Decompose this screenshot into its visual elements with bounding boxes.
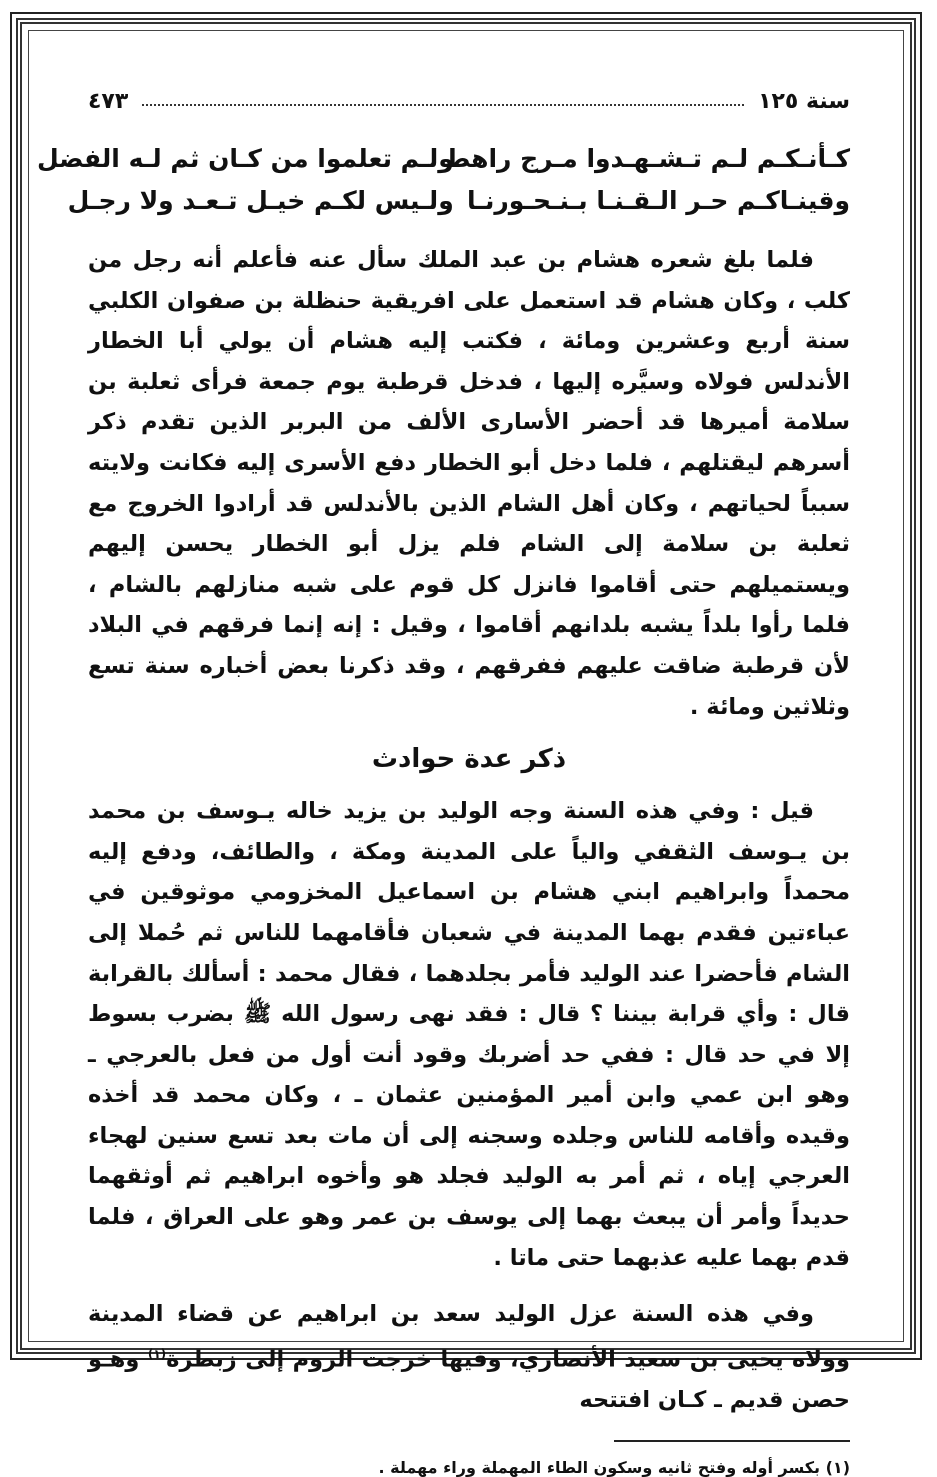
header-year: سنة ١٢٥: [758, 89, 850, 114]
verse-second-hemistich: ولـيس لكـم خيـل تـعـد ولا رجـل: [67, 186, 454, 215]
verse-line: [67, 180, 850, 222]
verse-line: [36, 138, 850, 180]
paragraph-text: وفي هذه السنة عزل الوليد سعد بن ابراهيم عن قضاء المدينة وولاه يحيى بن سعيد الأنصاري، وفيها خرجت الروم إلى زبطرة: [88, 1301, 850, 1373]
footnote-reference: (١): [147, 1347, 167, 1362]
page-number: ٤٧٣: [88, 89, 129, 114]
header-dotted-leader: [142, 104, 744, 106]
verse-first-hemistich: وقينـاكـم حـر الـقـنـا بـنـحـورنـا: [467, 186, 850, 215]
footnote-separator: [614, 1440, 850, 1442]
running-header: [88, 80, 850, 114]
page-content: [36, 80, 850, 1477]
paragraph-saad-dismissal: [88, 1294, 850, 1420]
verse-second-hemistich: ولـم تعلموا من كـان ثم لـه الفضل: [36, 144, 454, 173]
paragraph-text-cont: وهـو حصن قديم ـ كـان افتتحه: [88, 1346, 850, 1413]
verse-first-hemistich: كـأنـكـم لـم تـشـهـدوا مـرج راهط: [444, 144, 850, 173]
footnote: (١) بكسر أوله وفتح ثانيه وسكون الطاء المهملة وراء مهملة .: [378, 1457, 850, 1477]
paragraph-abu-khattar: فلما بلغ شعره هشام بن عبد الملك سأل عنه فأعلم أنه رجل من كلب ، وكان هشام قد استعمل على افريقية حنظلة بن صفوان الكلبي سنة أربع وعشرين ومائة ، فكتب إليه هشام أن يولي أبا الخطار الأندلس فولاه وسيَّره إليها ، فدخل قرطبة يوم جمعة فرأى ثعلبة بن سلامة أميرها قد أحضر الأسارى الألف من البربر الذين تقدم ذكر أسرهم ليقتلهم ، فلما دخل أبو الخطار دفع الأسرى إليه فكانت ولايته سبباً لحياتهم ، وكان أهل الشام الذين بالأندلس قد أرادوا الخروج مع ثعلبة بن سلامة إلى الشام فلم يزل أبو الخطار يحسن إليهم ويستميلهم حتى أقاموا فانزل كل قوم على شبه منازلهم بالشام ، فلما رأوا بلداً يشبه بلدانهم أقاموا ، وقيل : إنه إنما فرقهم في البلاد لأن قرطبة ضاقت عليهم ففرقهم ، وقد ذكرنا بعض أخباره سنة تسع وثلاثين ومائة .: [88, 247, 850, 720]
paragraph-walid-events: قيل : وفي هذه السنة وجه الوليد بن يزيد خاله يـوسف بن محمد بن يـوسف الثقفي والياً على المدينة ومكة ، والطائف، ودفع إليه محمداً وابراهيم ابني هشام بن اسماعيل المخزومي موثوقين في عباءتين فقدم بهما المدينة في شعبان فأقامهما للناس ثم حُملا إلى الشام فأحضرا عند الوليد فأمر بجلدهما ، فقال محمد : أسألك بالقرابة قال : وأي قرابة بيننا ؟ قال : فقد نهى رسول الله ﷺ بضرب بسوط إلا في حد قال : ففي حد أضربك وقود أنت أول من فعل بالعرجي ـ وهو ابن عمي وابن أمير المؤمنين عثمان ـ ، وكان محمد قد أخذه وقيده وأقامه للناس وجلده وسجنه إلى أن مات بعد تسع سنين لهجاء العرجي إياه ، ثم أمر به الوليد فجلد هو وأخوه ابراهيم ثم أوثقهما حديداً وأمر أن يبعث بهما إلى يوسف بن عمر وهو على العراق ، فلما قدم بهما عليه عذبهما حتى ماتا .: [88, 798, 850, 1271]
poem-verses: [36, 138, 850, 222]
section-heading: ذكر عدة حوادث: [371, 744, 567, 775]
